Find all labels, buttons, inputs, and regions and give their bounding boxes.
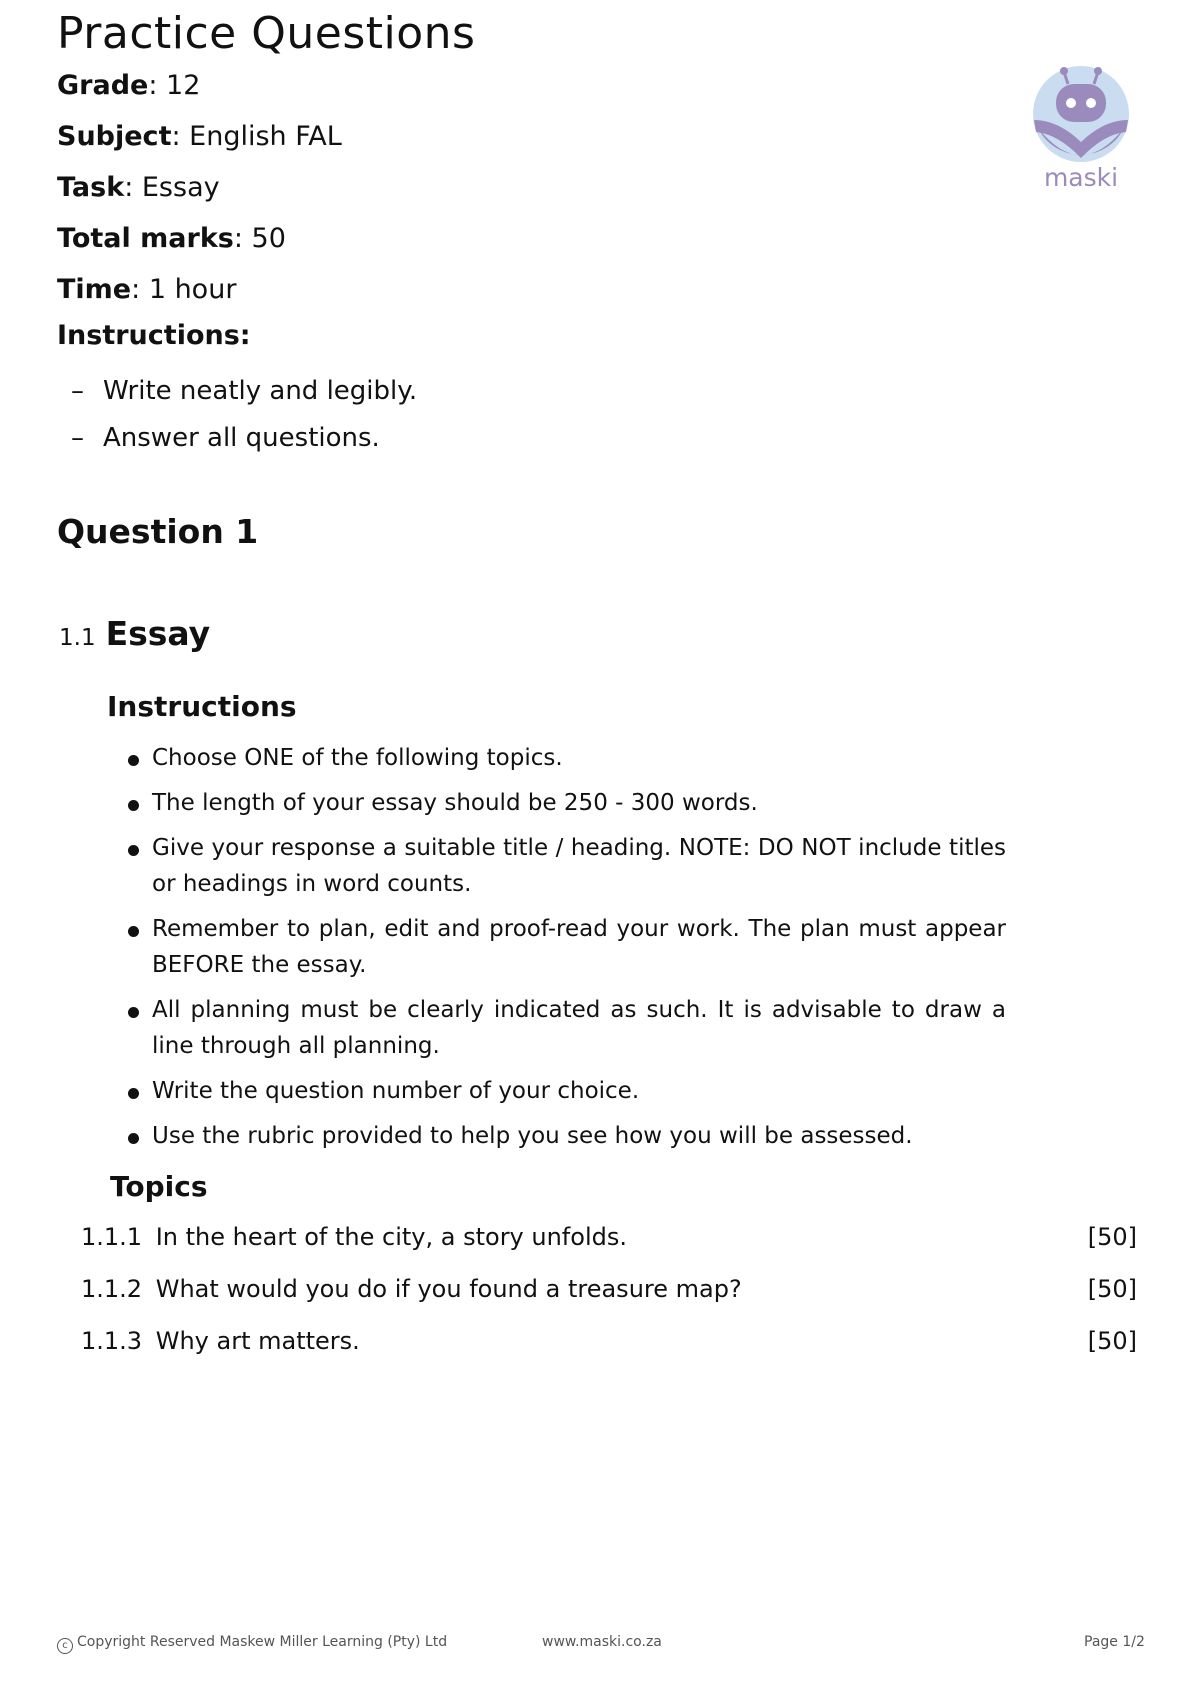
meta-task: Task: Essay: [57, 172, 220, 203]
list-item: The length of your essay should be 250 - 300 words.: [126, 785, 1006, 821]
copyright-icon: c: [57, 1638, 73, 1654]
meta-total-marks: Total marks: 50: [57, 223, 286, 254]
topics-heading: Topics: [110, 1170, 208, 1203]
topic-marks: [50]: [1087, 1275, 1137, 1303]
section-title: Essay: [105, 614, 211, 653]
topic-marks: [50]: [1087, 1327, 1137, 1355]
essay-instructions-list: [126, 740, 1006, 1163]
svg-text:maski: maski: [1043, 163, 1119, 192]
list-item: Remember to plan, edit and proof-read your work. The plan must appear BEFORE the essay.: [126, 911, 1006, 983]
footer-website: www.maski.co.za: [542, 1634, 662, 1650]
topic-marks: [50]: [1087, 1223, 1137, 1251]
section-number: 1.1: [59, 625, 96, 651]
list-item: – Write neatly and legibly.: [71, 376, 418, 406]
general-instructions-heading: Instructions:: [57, 320, 251, 351]
essay-instructions-heading: Instructions: [107, 690, 297, 723]
list-item: – Answer all questions.: [71, 423, 380, 453]
topic-item: 1.1.1 In the heart of the city, a story unfolds. [50]: [81, 1220, 1137, 1272]
list-item: Choose ONE of the following topics.: [126, 740, 1006, 776]
meta-grade: Grade: 12: [57, 70, 201, 101]
list-item: Use the rubric provided to help you see how you will be assessed.: [126, 1118, 1006, 1154]
document-meta: [57, 66, 342, 321]
maski-logo: [1028, 62, 1134, 192]
list-item: All planning must be clearly indicated as such. It is advisable to draw a line through all planning.: [126, 992, 1006, 1064]
topic-item: 1.1.3 Why art matters. [50]: [81, 1324, 1137, 1376]
list-item: Write the question number of your choice.: [126, 1073, 1006, 1109]
section-heading: [59, 614, 210, 653]
meta-time: Time: 1 hour: [57, 274, 237, 305]
topics-list: [81, 1220, 1137, 1376]
topic-item: 1.1.2 What would you do if you found a treasure map? [50]: [81, 1272, 1137, 1324]
maski-logo-icon: [1028, 62, 1134, 192]
footer-copyright: c Copyright Reserved Maskew Miller Learning (Pty) Ltd: [57, 1634, 447, 1654]
question-title: Question 1: [57, 512, 259, 551]
general-instructions: [57, 316, 418, 453]
list-item: Give your response a suitable title / heading. NOTE: DO NOT include titles or headings in word counts.: [126, 830, 1006, 902]
meta-subject: Subject: English FAL: [57, 121, 342, 152]
page-title: Practice Questions: [57, 8, 476, 59]
footer-page-number: Page 1/2: [1084, 1634, 1145, 1650]
